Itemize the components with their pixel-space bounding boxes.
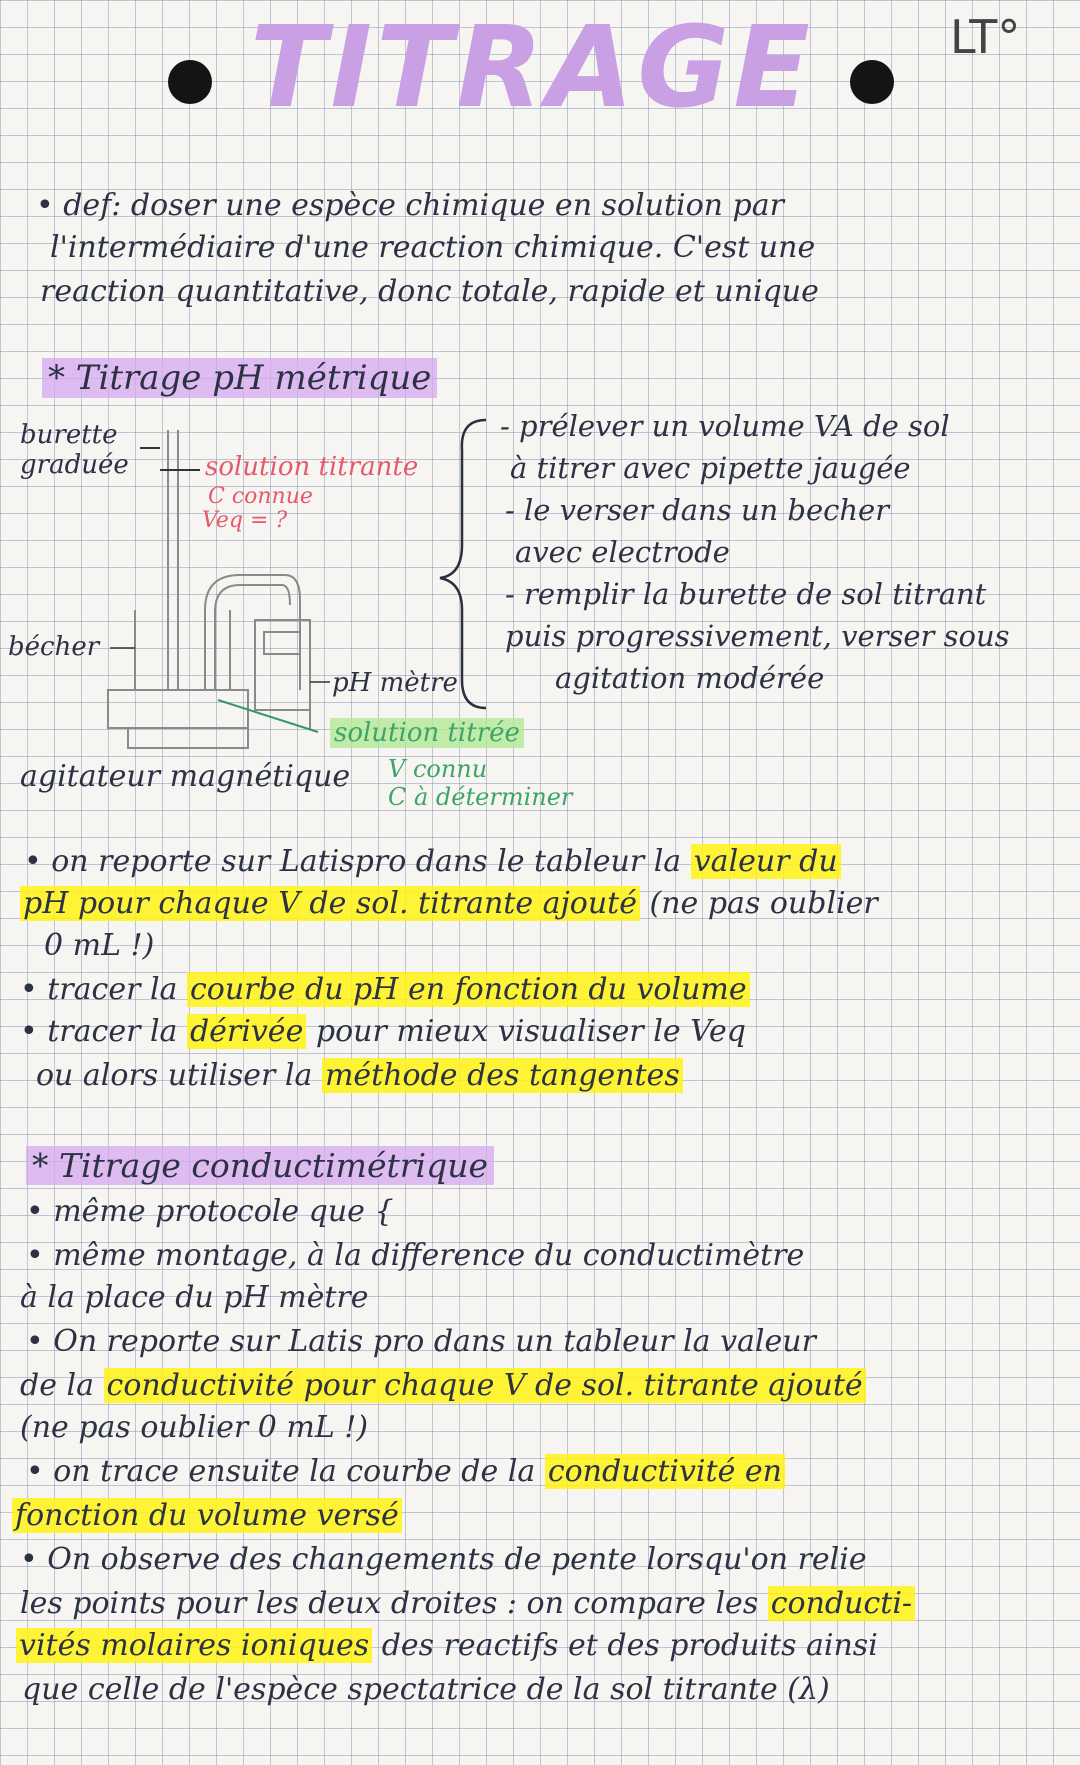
step-line-5: - remplir la burette de sol titrant bbox=[505, 577, 987, 611]
definition-line-2: l'intermédiaire d'une reaction chimique. C'est une bbox=[50, 230, 816, 265]
ph-bullet-1-text-b: (ne pas oublier bbox=[640, 886, 878, 921]
cond-line-11-text: des reactifs et des produits ainsi bbox=[372, 1628, 878, 1663]
becher-label: bécher bbox=[8, 632, 100, 662]
titree-label-text: solution titrée bbox=[330, 718, 524, 748]
ph-bullet-3-highlight: dérivée bbox=[187, 1014, 306, 1049]
ph-bullet-3-text-a: • tracer la bbox=[20, 1014, 187, 1049]
ph-bullet-1-text-a: • on reporte sur Latispro dans le tableur la bbox=[24, 844, 691, 879]
cond-line-8-highlight: fonction du volume versé bbox=[12, 1498, 402, 1533]
cond-line-5-highlight: conductivité pour chaque V de sol. titrante ajouté bbox=[104, 1368, 866, 1403]
titrant-veq: Veq = ? bbox=[202, 508, 288, 533]
cond-line-12: que celle de l'espèce spectatrice de la sol titrante (λ) bbox=[22, 1672, 830, 1707]
ph-bullet-4 bbox=[36, 1056, 683, 1096]
definition-line-3: reaction quantitative, donc totale, rapide et unique bbox=[40, 274, 819, 309]
cond-line-7-text: • on trace ensuite la courbe de la bbox=[26, 1454, 545, 1489]
ph-bullet-1-highlight-1: valeur du bbox=[691, 844, 841, 879]
step-line-6: puis progressivement, verser sous bbox=[505, 619, 1010, 653]
cond-line-2: • même montage, à la difference du conductimètre bbox=[26, 1238, 805, 1273]
ph-bullet-3 bbox=[20, 1012, 746, 1052]
ph-bullet-2-highlight: courbe du pH en fonction du volume bbox=[187, 972, 750, 1007]
cond-line-10 bbox=[20, 1584, 915, 1624]
cond-line-5 bbox=[20, 1366, 866, 1406]
burette-label-2: graduée bbox=[20, 450, 129, 480]
step-line-2: à titrer avec pipette jaugée bbox=[510, 451, 911, 485]
cond-line-11-highlight: vités molaires ioniques bbox=[16, 1628, 372, 1663]
cond-line-8 bbox=[12, 1496, 402, 1536]
titrant-concentration: C connue bbox=[208, 484, 313, 509]
cond-section-heading bbox=[26, 1146, 494, 1186]
ph-bullet-1-line-2 bbox=[20, 884, 878, 924]
phmetre-label: pH mètre bbox=[332, 668, 458, 698]
burette-label-1: burette bbox=[20, 420, 118, 450]
cond-line-7-highlight: conductivité en bbox=[545, 1454, 785, 1489]
cond-line-10-text: les points pour les deux droites : on compare les bbox=[20, 1586, 768, 1621]
titree-volume: V connu bbox=[388, 755, 488, 783]
page-title: TITRAGE bbox=[250, 3, 814, 133]
cond-line-4: • On reporte sur Latis pro dans un tableur la valeur bbox=[26, 1324, 816, 1359]
cond-line-3: à la place du pH mètre bbox=[20, 1280, 369, 1315]
step-line-4: avec electrode bbox=[515, 535, 730, 569]
ph-bullet-2-text: • tracer la bbox=[20, 972, 187, 1007]
titree-label bbox=[330, 718, 524, 748]
ph-bullet-2 bbox=[20, 970, 750, 1010]
ph-bullet-4-text: ou alors utiliser la bbox=[36, 1058, 322, 1093]
ph-bullet-3-text-b: pour mieux visualiser le Veq bbox=[306, 1014, 747, 1049]
cond-heading-text: * Titrage conductimétrique bbox=[26, 1146, 494, 1185]
cond-line-10-highlight: conducti- bbox=[768, 1586, 915, 1621]
cond-line-6: (ne pas oublier 0 mL !) bbox=[20, 1410, 369, 1445]
titree-concentration: C à déterminer bbox=[388, 783, 573, 811]
cond-line-11 bbox=[16, 1626, 878, 1666]
ph-bullet-4-highlight: méthode des tangentes bbox=[322, 1058, 683, 1093]
cond-line-1: • même protocole que { bbox=[26, 1194, 394, 1229]
cond-line-5-text: de la bbox=[20, 1368, 104, 1403]
titrant-label: solution titrante bbox=[205, 452, 419, 482]
step-line-7: agitation modérée bbox=[555, 661, 825, 695]
agitateur-label: agitateur magnétique bbox=[20, 759, 351, 794]
step-line-1: - prélever un volume VA de sol bbox=[500, 409, 950, 443]
ph-bullet-1-line-3: 0 mL !) bbox=[44, 928, 155, 963]
ph-bullet-1-line-1 bbox=[24, 842, 841, 882]
corner-mark: LT° bbox=[950, 10, 1021, 64]
cond-line-7 bbox=[26, 1452, 785, 1492]
step-line-3: - le verser dans un becher bbox=[505, 493, 890, 527]
ph-heading-text: * Titrage pH métrique bbox=[42, 358, 437, 398]
definition-line-1: • def: doser une espèce chimique en solution par bbox=[36, 188, 784, 223]
cond-line-9: • On observe des changements de pente lorsqu'on relie bbox=[20, 1542, 867, 1577]
ph-bullet-1-highlight-2: pH pour chaque V de sol. titrante ajouté bbox=[20, 886, 640, 921]
